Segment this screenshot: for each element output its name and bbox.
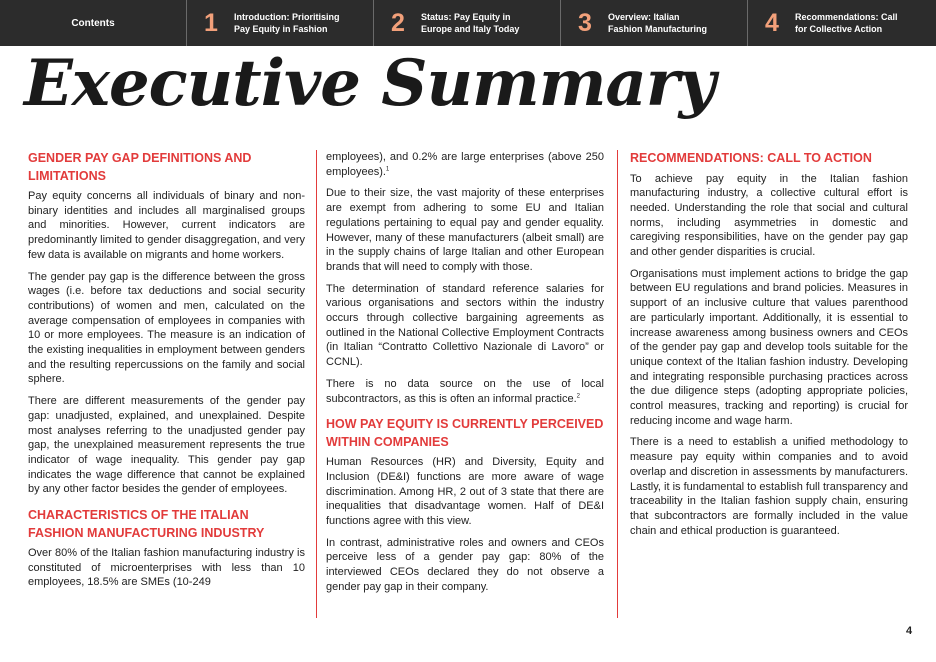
heading-recommendations: RECOMMENDATIONS: CALL TO ACTION [630, 151, 872, 165]
paragraph: Human Resources (HR) and Diversity, Equity and Inclusion (DE&I) functions are more aware of wage discrimination. Among HR, 2 out of 3 state that there are inequalities that disadvantage women. Half of DE&I functions agree with this view. [326, 456, 604, 528]
paragraph: Over 80% of the Italian fashion manufacturing industry is constituted of microenterprises with less than 10 employees, 18.5% are SMEs (10-249 [28, 547, 305, 589]
paragraph [326, 150, 604, 179]
column-divider [617, 150, 618, 618]
nav-contents-link[interactable] [0, 0, 187, 46]
nav-contents-label: Contents [71, 17, 115, 29]
paragraph: To achieve pay equity in the Italian fashion manufacturing industry, a collective cultural effort is needed. Understanding the role that social and cultural norms, including asymmetries in domestic and caregiving responsibilities, have on the gender pay gap and other gender disparities is crucial. [630, 172, 908, 259]
paragraph: The determination of standard reference salaries for various organisations and sectors within the industry occurs through collective bargaining agreements as outlined in the National Collective Employment Contracts (in Italian “Contratto Collettivo Nazionale di Lavoro” or CCNL). [326, 282, 604, 369]
paragraph: The gender pay gap is the difference between the gross wages (i.e. before tax deductions and social security contributions) of women and men, calculated on the average compensation of employees in companies with 10 or more employees. The measure is an indication of the existing inequalities in employment between genders and the resulting repercussions on the family and social sphere. [28, 270, 305, 386]
paragraph: There is a need to establish a unified methodology to measure pay equity within companies and to avoid overlap and discretion in assessments by manufacturers. Lastly, it is fundamental to establish full transparency and traceability in the Italian fashion supply chain, ensuring that subcontractors are formally included in the value chain and ethical production is guaranteed. [630, 436, 909, 537]
column-divider [316, 150, 317, 618]
nav-section-3-number: 3 [578, 8, 592, 37]
heading-gender-pay-gap: GENDER PAY GAP DEFINITIONS AND LIMITATIONS [28, 151, 252, 183]
footnote-ref-1[interactable]: 1 [385, 166, 390, 173]
nav-section-2-link[interactable] [374, 0, 561, 46]
heading-perception: HOW PAY EQUITY IS CURRENTLY PERCEIVED WITHIN COMPANIES [326, 417, 604, 449]
column-1 [28, 150, 305, 597]
paragraph: Due to their size, the vast majority of these enterprises are exempt from adhering to some EU and Italian regulations pertaining to equal pay and gender equality. However, many of these manufacturers (albeit small) are in the supply chains of large Italian and other European brands that will need to comply with those. [326, 187, 604, 273]
nav-section-2-number: 2 [391, 8, 405, 37]
column-2 [326, 150, 604, 602]
paragraph: In contrast, administrative roles and owners and CEOs perceive less of a gender pay gap: 80% of the interviewed CEOs declared they do not observe a gender pay gap in their company. [326, 536, 604, 593]
nav-section-4-number: 4 [765, 8, 779, 37]
nav-section-1-label: Introduction: Prioritising Pay Equity in Fashion [234, 12, 340, 34]
paragraph [326, 377, 604, 406]
nav-section-3-label: Overview: Italian Fashion Manufacturing [608, 12, 707, 34]
heading-characteristics: CHARACTERISTICS OF THE ITALIAN FASHION MANUFACTURING INDUSTRY [28, 508, 265, 540]
nav-section-4-label: Recommendations: Call for Collective Action [795, 12, 898, 34]
nav-section-1-link[interactable] [187, 0, 374, 46]
top-navigation [0, 0, 936, 46]
nav-section-4-link[interactable] [748, 0, 935, 46]
column-3 [630, 150, 908, 545]
paragraph: Organisations must implement actions to bridge the gap between EU regulations and brand policies. Measures in support of an inclusive culture that values parenthood are particularly important. Additionally, it is essential to increase awareness among business owners and CEOs of the gender pay gap and develop tools suitable for the unique context of the Italian fashion industry. Developing and integrating responsible purchasing practices across the due diligence steps (adopting appropriate policies, control measures, tracking and reporting) is crucial for reducing income and wage harm. [630, 267, 908, 427]
page-title: Executive Summary [24, 46, 715, 121]
paragraph-text: employees), and 0.2% are large enterprises (above 250 employees). [326, 151, 604, 178]
paragraph: There are different measurements of the gender pay gap: unadjusted, explained, and unexplained. Despite most analyses referring to the unadjusted gender pay gap, the unexplained measurement represents the true indicator of wage inequality. This gender pay gap indicates the wage difference that cannot be explained by any other factor besides the gender of employees. [28, 395, 305, 496]
nav-section-1-number: 1 [204, 8, 218, 37]
nav-section-2-label: Status: Pay Equity in Europe and Italy Today [421, 12, 520, 34]
paragraph-text: There is no data source on the use of local subcontractors, as this is often an informal practice. [326, 377, 604, 405]
footnote-ref-2[interactable]: 2 [576, 392, 581, 399]
page-number: 4 [906, 625, 913, 637]
paragraph: Pay equity concerns all individuals of binary and non-binary identities and includes all marginalised groups and minorities. However, current indicators are predominantly limited to gender disaggregation, and very few data is available on migrants and home workers. [28, 190, 305, 261]
nav-section-3-link[interactable] [561, 0, 748, 46]
